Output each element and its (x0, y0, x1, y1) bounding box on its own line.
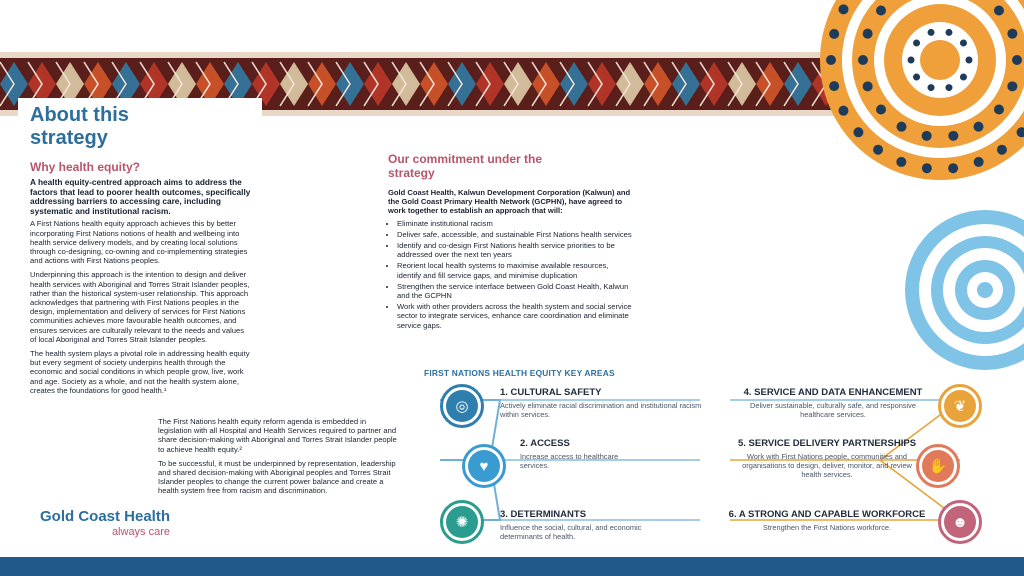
logo-tagline: always care (111, 526, 171, 538)
target-icon: ◎ (446, 390, 478, 422)
list-item: • Identify and co-design First Nations health service priorities to be addressed over the next ten years (397, 241, 633, 259)
key-area-heading: 2. ACCESS (520, 438, 570, 449)
key-area-heading: 5. SERVICE DELIVERY PARTNERSHIPS (737, 438, 917, 449)
key-area-heading: 4. SERVICE AND DATA ENHANCEMENT (743, 387, 923, 398)
access-badge (462, 444, 506, 488)
intro-paragraph: Gold Coast Health, Kalwun Development Corporation (Kalwun) and the Gold Coast Primary Health Network (GCPHN), have agreed to work together to establish an approach that will: (388, 188, 631, 216)
key-area-text: Influence the social, cultural, and economic determinants of health. (500, 523, 642, 541)
list-item: • Strengthen the service interface between Gold Coast Health, Kalwun and the GCPHN (397, 282, 633, 300)
paragraph: The First Nations health equity reform agenda is embedded in legislation with all Hospital and Health Services required to partner and share decision-making with Aboriginal and Torres Strait Islander people to achieve health equity.² (158, 417, 397, 454)
section-heading: Our commitment under the strategy (388, 152, 543, 180)
key-area-6 (712, 509, 942, 532)
commitment-list (388, 219, 633, 330)
people-icon: ☻ (944, 506, 976, 538)
commitment-section (388, 152, 633, 332)
workforce-badge (938, 500, 982, 544)
key-area-4 (728, 387, 938, 419)
list-item: • Deliver safe, accessible, and sustainable First Nations health services (397, 230, 633, 239)
page-title: About this strategy (30, 104, 129, 149)
list-item: • Eliminate institutional racism (397, 219, 633, 228)
lead-paragraph: A health equity-centred approach aims to address the factors that lead to poorer health outcomes, specifically addressing barriers to accessing care, including systematic and institutional racism. (30, 177, 251, 216)
heartbeat-icon: ♥ (468, 450, 500, 482)
orange-dot-art-icon (800, 0, 1024, 200)
key-areas-title: FIRST NATIONS HEALTH EQUITY KEY AREAS (424, 368, 615, 378)
hands-plant-icon: ❦ (944, 390, 976, 422)
reform-agenda-section (158, 417, 398, 501)
key-area-2 (520, 438, 640, 470)
paragraph: The health system plays a pivotal role in addressing health equity but every segment of society underpins health through the economic and social conditions in which people grow, live, work and age. Society as a whole, and not the health system alone, creates the foundations for good health.¹ (30, 349, 250, 395)
key-area-text: Actively eliminate racial discrimination and institutional racism within services. (500, 401, 702, 419)
list-item: • Reorient local health systems to maximise available resources, identify and fill service gaps, and minimise duplication (397, 261, 633, 279)
why-health-equity-section (30, 160, 252, 400)
key-area-text: Deliver sustainable, culturally safe, and responsive healthcare services. (750, 401, 916, 419)
footer-bar (0, 557, 1024, 576)
gold-coast-health-logo (40, 508, 170, 538)
logo-name: Gold Coast Health (40, 508, 171, 525)
paragraph: To be successful, it must be underpinned by representation, leadership and shared decision-making with Aboriginal peoples and Torres Strait Islander peoples to change the current power balance and create a health system free from racism and discrimination. (158, 458, 396, 496)
key-area-3 (500, 509, 670, 541)
key-area-heading: 1. CULTURAL SAFETY (500, 387, 602, 398)
paragraph: Underpinning this approach is the intention to design and deliver health services with Aboriginal and Torres Strait Islander peoples, rather than the historical system-user relationship. This approach acknowledges that partnering with First Nations peoples in the design, implementation and delivery of services for First Nations communities achieves more favourable health outcomes, and ensures services are culturally relevant to the needs and values of local Aboriginal and Torres Strait Islander peoples. (30, 270, 250, 344)
service-data-badge (938, 384, 982, 428)
key-area-1 (500, 387, 710, 419)
determinants-badge (440, 500, 484, 544)
key-area-text: Strengthen the First Nations workforce. (762, 523, 892, 532)
list-item: • Work with other providers across the health system and social service sector to integrate services, enhance care coordination and eliminate service gaps. (397, 302, 633, 330)
key-area-heading: 3. DETERMINANTS (500, 509, 587, 520)
cultural-safety-badge (440, 384, 484, 428)
paragraph: A First Nations health equity approach achieves this by better incorporating First Nations notions of health and wellbeing into health service delivery models, and by creating local solutions through co-designing, co-owning and co-implementing strategies and actions with First Nations peoples. (30, 219, 248, 266)
network-icon: ✺ (446, 506, 478, 538)
key-area-text: Increase access to healthcare services. (520, 452, 619, 470)
blue-circle-art-icon (900, 200, 1024, 380)
handshake-icon: ✋ (922, 450, 954, 482)
key-area-text: Work with First Nations people, communities and organisations to design, deliver, monitor, and review health services. (742, 452, 912, 479)
key-area-5 (722, 438, 932, 479)
section-heading: Why health equity? (30, 160, 141, 174)
key-area-heading: 6. A STRONG AND CAPABLE WORKFORCE (728, 509, 926, 520)
